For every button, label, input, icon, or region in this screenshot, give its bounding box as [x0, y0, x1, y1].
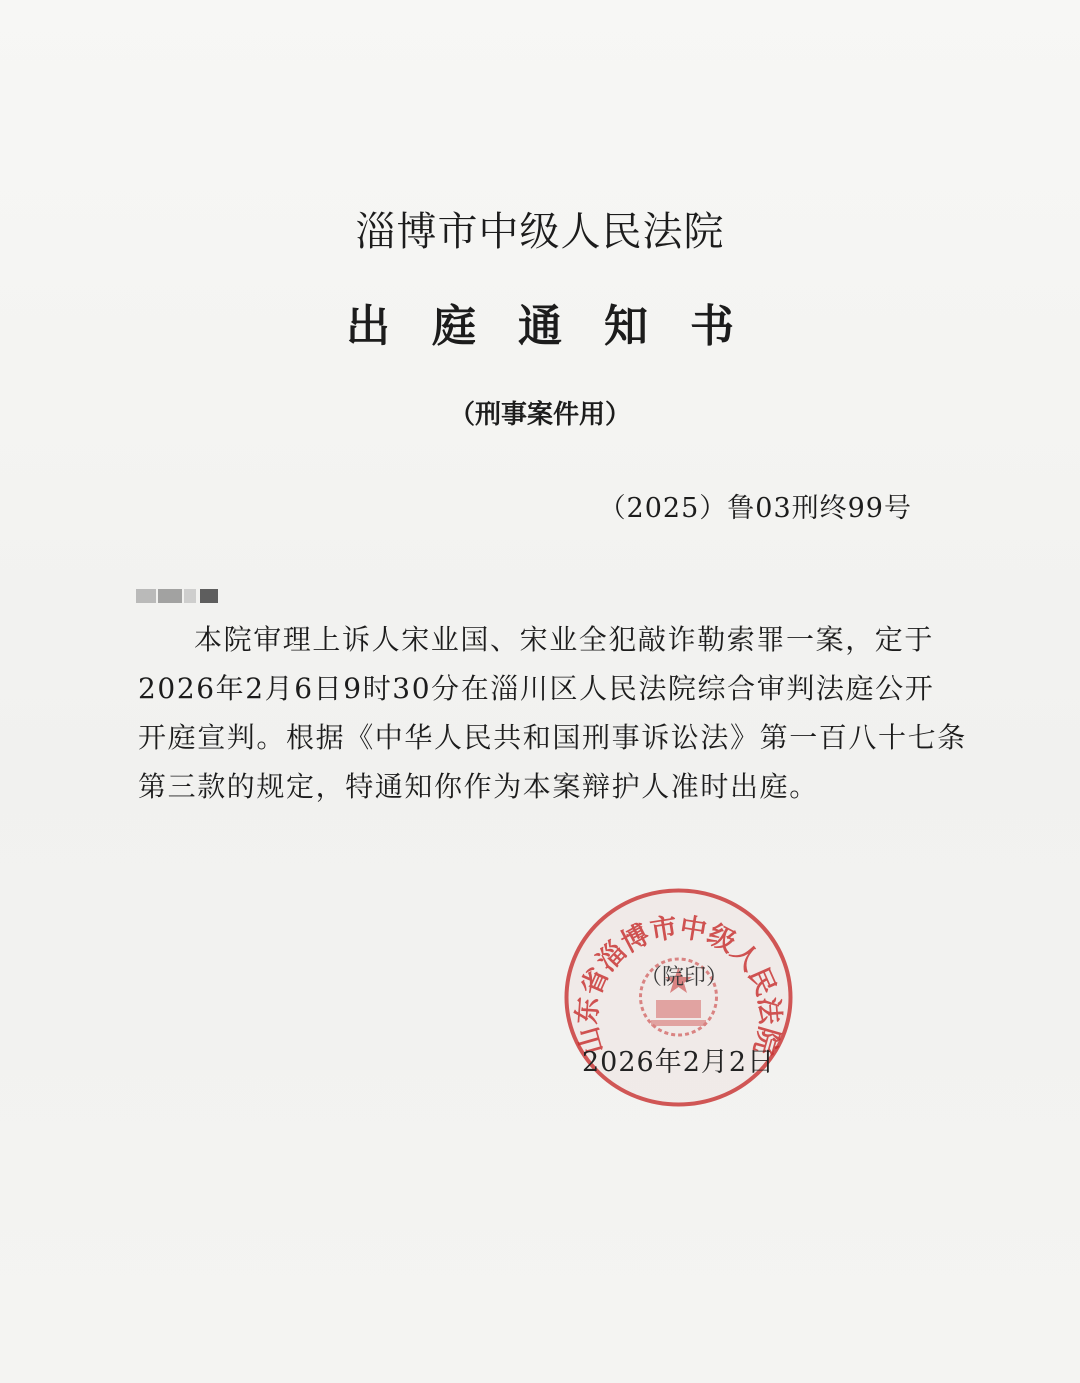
document-subtitle: （刑事案件用）: [448, 400, 631, 430]
case-number: （2025）鲁03刑终99号: [598, 493, 912, 524]
notice-body: [138, 615, 967, 811]
court-name: 淄博市中级人民法院: [355, 209, 725, 255]
body-line: 第三款的规定，特通知你作为本案辩护人准时出庭。: [138, 770, 819, 803]
body-line: 开庭宣判。根据《中华人民共和国刑事诉讼法》第一百八十七条: [138, 721, 967, 754]
redacted-addressee: [136, 585, 220, 607]
body-line: 本院审理上诉人宋业国、宋业全犯敲诈勒索罪一案，定于: [194, 623, 935, 656]
issue-date: 2026年2月2日: [582, 1047, 776, 1078]
body-line: 2026年2月6日9时30分在淄川区人民法院综合审判法庭公开: [138, 672, 935, 705]
seal-text: 山东省淄博市中级人民法院: [571, 912, 786, 1058]
seal-caption: （院印）: [640, 965, 729, 990]
document-title: 出庭通知书: [346, 301, 776, 352]
